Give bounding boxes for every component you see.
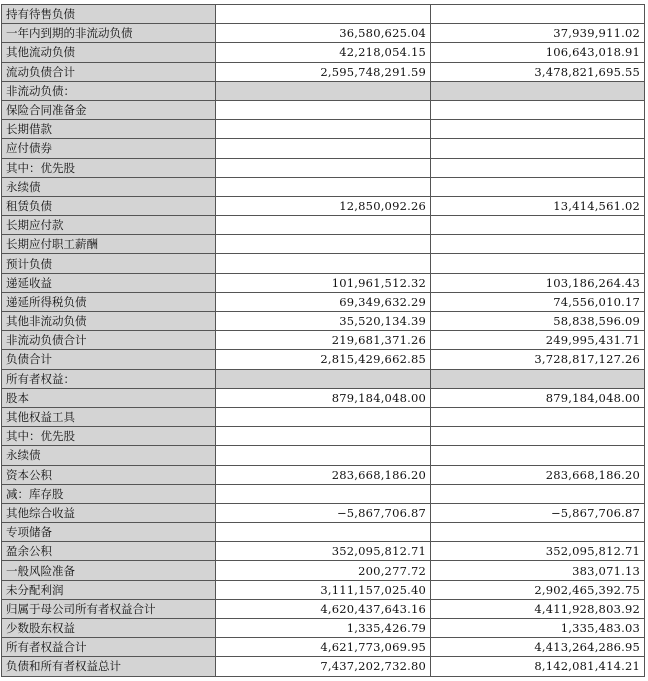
current-period-value: 35,520,134.39 bbox=[216, 312, 431, 331]
table-row bbox=[2, 638, 645, 657]
current-period-value bbox=[216, 100, 431, 119]
prior-period-value bbox=[431, 100, 645, 119]
current-period-value bbox=[216, 177, 431, 196]
row-label: 递延收益 bbox=[2, 273, 216, 292]
row-label: 保险合同准备金 bbox=[2, 100, 216, 119]
row-label: 持有待售负债 bbox=[2, 5, 216, 24]
prior-period-value: 4,413,264,286.95 bbox=[431, 638, 645, 657]
current-period-value bbox=[216, 81, 431, 100]
prior-period-value bbox=[431, 369, 645, 388]
current-period-value: 879,184,048.00 bbox=[216, 388, 431, 407]
table-row bbox=[2, 5, 645, 24]
row-label: 股本 bbox=[2, 388, 216, 407]
current-period-value bbox=[216, 523, 431, 542]
table-row bbox=[2, 331, 645, 350]
current-period-value bbox=[216, 235, 431, 254]
current-period-value: 7,437,202,732.80 bbox=[216, 657, 431, 676]
prior-period-value bbox=[431, 81, 645, 100]
prior-period-value bbox=[431, 120, 645, 139]
table-row bbox=[2, 62, 645, 81]
current-period-value: −5,867,706.87 bbox=[216, 503, 431, 522]
table-row bbox=[2, 350, 645, 369]
table-row bbox=[2, 273, 645, 292]
row-label: 一年内到期的非流动负债 bbox=[2, 24, 216, 43]
current-period-value: 3,111,157,025.40 bbox=[216, 580, 431, 599]
prior-period-value bbox=[431, 407, 645, 426]
current-period-value bbox=[216, 369, 431, 388]
row-label: 专项储备 bbox=[2, 523, 216, 542]
current-period-value: 2,815,429,662.85 bbox=[216, 350, 431, 369]
section-header-row bbox=[2, 369, 645, 388]
table-row bbox=[2, 657, 645, 676]
table-row bbox=[2, 312, 645, 331]
current-period-value bbox=[216, 407, 431, 426]
current-period-value: 352,095,812.71 bbox=[216, 542, 431, 561]
current-period-value: 283,668,186.20 bbox=[216, 465, 431, 484]
row-label: 非流动负债： bbox=[2, 81, 216, 100]
prior-period-value: 2,902,465,392.75 bbox=[431, 580, 645, 599]
prior-period-value: 4,411,928,803.92 bbox=[431, 599, 645, 618]
row-label: 应付债券 bbox=[2, 139, 216, 158]
prior-period-value bbox=[431, 139, 645, 158]
current-period-value: 1,335,426.79 bbox=[216, 619, 431, 638]
current-period-value bbox=[216, 446, 431, 465]
current-period-value: 219,681,371.26 bbox=[216, 331, 431, 350]
table-row bbox=[2, 139, 645, 158]
row-label: 长期应付款 bbox=[2, 216, 216, 235]
table-row bbox=[2, 158, 645, 177]
table-row bbox=[2, 523, 645, 542]
current-period-value bbox=[216, 120, 431, 139]
current-period-value: 69,349,632.29 bbox=[216, 292, 431, 311]
table-row bbox=[2, 43, 645, 62]
table-row bbox=[2, 100, 645, 119]
prior-period-value: 283,668,186.20 bbox=[431, 465, 645, 484]
prior-period-value: 383,071.13 bbox=[431, 561, 645, 580]
row-label: 租赁负债 bbox=[2, 196, 216, 215]
current-period-value bbox=[216, 427, 431, 446]
table-row bbox=[2, 446, 645, 465]
row-label: 其中：优先股 bbox=[2, 158, 216, 177]
table-row bbox=[2, 599, 645, 618]
prior-period-value: 58,838,596.09 bbox=[431, 312, 645, 331]
prior-period-value bbox=[431, 235, 645, 254]
current-period-value: 101,961,512.32 bbox=[216, 273, 431, 292]
current-period-value bbox=[216, 5, 431, 24]
row-label: 流动负债合计 bbox=[2, 62, 216, 81]
table-row bbox=[2, 619, 645, 638]
prior-period-value bbox=[431, 523, 645, 542]
prior-period-value: 3,478,821,695.55 bbox=[431, 62, 645, 81]
row-label: 资本公积 bbox=[2, 465, 216, 484]
table-row bbox=[2, 388, 645, 407]
current-period-value bbox=[216, 484, 431, 503]
current-period-value bbox=[216, 254, 431, 273]
row-label: 长期借款 bbox=[2, 120, 216, 139]
table-row bbox=[2, 177, 645, 196]
prior-period-value: 8,142,081,414.21 bbox=[431, 657, 645, 676]
table-row bbox=[2, 254, 645, 273]
balance-sheet-table bbox=[1, 4, 645, 677]
current-period-value bbox=[216, 139, 431, 158]
row-label: 归属于母公司所有者权益合计 bbox=[2, 599, 216, 618]
current-period-value bbox=[216, 216, 431, 235]
current-period-value: 36,580,625.04 bbox=[216, 24, 431, 43]
prior-period-value bbox=[431, 216, 645, 235]
row-label: 所有者权益合计 bbox=[2, 638, 216, 657]
prior-period-value: 879,184,048.00 bbox=[431, 388, 645, 407]
prior-period-value bbox=[431, 177, 645, 196]
table-row bbox=[2, 465, 645, 484]
row-label: 其他权益工具 bbox=[2, 407, 216, 426]
prior-period-value bbox=[431, 446, 645, 465]
row-label: 其他非流动负债 bbox=[2, 312, 216, 331]
prior-period-value bbox=[431, 427, 645, 446]
prior-period-value bbox=[431, 254, 645, 273]
row-label: 盈余公积 bbox=[2, 542, 216, 561]
current-period-value: 12,850,092.26 bbox=[216, 196, 431, 215]
prior-period-value: 37,939,911.02 bbox=[431, 24, 645, 43]
table-row bbox=[2, 24, 645, 43]
prior-period-value bbox=[431, 158, 645, 177]
balance-sheet-body bbox=[2, 5, 645, 677]
prior-period-value: 106,643,018.91 bbox=[431, 43, 645, 62]
current-period-value: 2,595,748,291.59 bbox=[216, 62, 431, 81]
row-label: 永续债 bbox=[2, 446, 216, 465]
prior-period-value: 3,728,817,127.26 bbox=[431, 350, 645, 369]
table-row bbox=[2, 120, 645, 139]
row-label: 减：库存股 bbox=[2, 484, 216, 503]
prior-period-value: 74,556,010.17 bbox=[431, 292, 645, 311]
row-label: 非流动负债合计 bbox=[2, 331, 216, 350]
table-row bbox=[2, 216, 645, 235]
row-label: 其他流动负债 bbox=[2, 43, 216, 62]
table-row bbox=[2, 427, 645, 446]
prior-period-value bbox=[431, 484, 645, 503]
row-label: 递延所得税负债 bbox=[2, 292, 216, 311]
row-label: 其中：优先股 bbox=[2, 427, 216, 446]
row-label: 负债和所有者权益总计 bbox=[2, 657, 216, 676]
prior-period-value bbox=[431, 5, 645, 24]
prior-period-value: 13,414,561.02 bbox=[431, 196, 645, 215]
prior-period-value: 352,095,812.71 bbox=[431, 542, 645, 561]
row-label: 预计负债 bbox=[2, 254, 216, 273]
table-row bbox=[2, 542, 645, 561]
section-header-row bbox=[2, 81, 645, 100]
current-period-value: 4,621,773,069.95 bbox=[216, 638, 431, 657]
prior-period-value: 1,335,483.03 bbox=[431, 619, 645, 638]
prior-period-value: 103,186,264.43 bbox=[431, 273, 645, 292]
table-row bbox=[2, 196, 645, 215]
row-label: 其他综合收益 bbox=[2, 503, 216, 522]
table-row bbox=[2, 235, 645, 254]
table-row bbox=[2, 503, 645, 522]
current-period-value bbox=[216, 158, 431, 177]
table-row bbox=[2, 407, 645, 426]
current-period-value: 4,620,437,643.16 bbox=[216, 599, 431, 618]
row-label: 少数股东权益 bbox=[2, 619, 216, 638]
prior-period-value: 249,995,431.71 bbox=[431, 331, 645, 350]
prior-period-value: −5,867,706.87 bbox=[431, 503, 645, 522]
table-row bbox=[2, 292, 645, 311]
row-label: 永续债 bbox=[2, 177, 216, 196]
current-period-value: 42,218,054.15 bbox=[216, 43, 431, 62]
table-row bbox=[2, 561, 645, 580]
row-label: 负债合计 bbox=[2, 350, 216, 369]
row-label: 未分配利润 bbox=[2, 580, 216, 599]
row-label: 一般风险准备 bbox=[2, 561, 216, 580]
table-row bbox=[2, 484, 645, 503]
table-row bbox=[2, 580, 645, 599]
row-label: 长期应付职工薪酬 bbox=[2, 235, 216, 254]
current-period-value: 200,277.72 bbox=[216, 561, 431, 580]
row-label: 所有者权益： bbox=[2, 369, 216, 388]
